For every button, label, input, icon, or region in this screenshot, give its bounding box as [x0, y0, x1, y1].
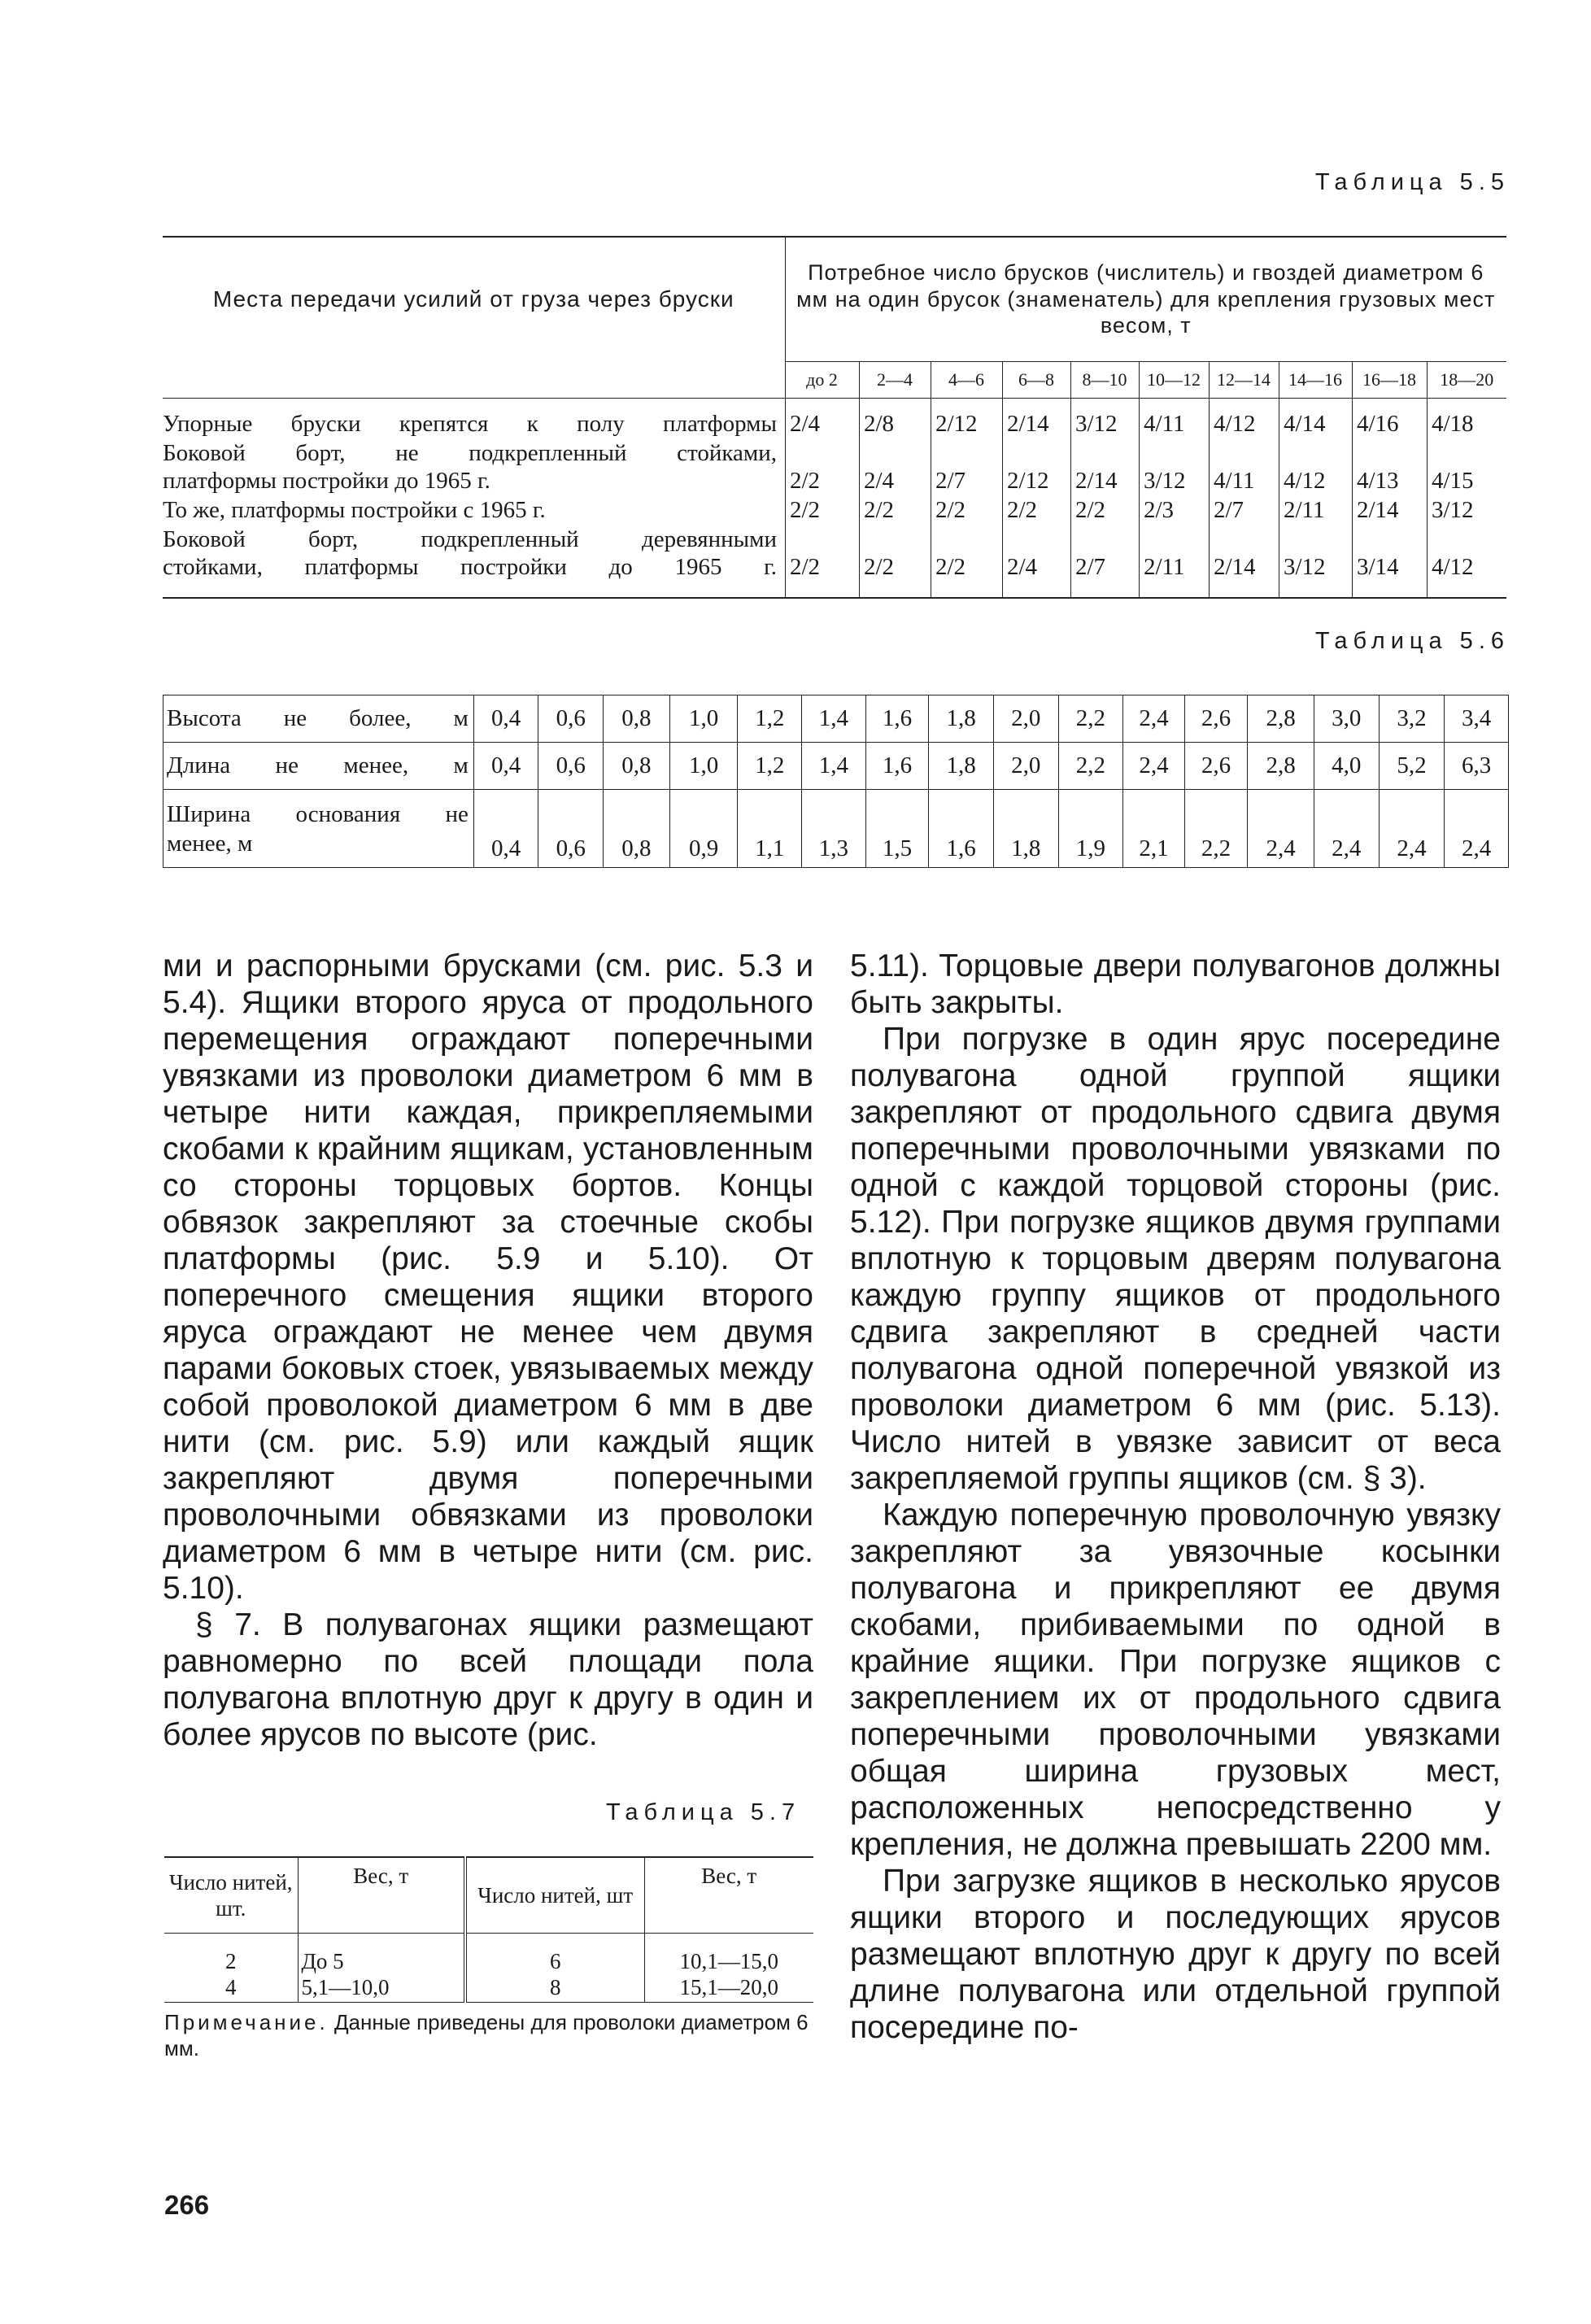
table-5-6-cell: 2,4 [1248, 790, 1314, 868]
table-5-7-col-weight-1: До 5 5,1—10,0 [298, 1934, 465, 2003]
table-5-7-note-label: Примечание. [164, 2009, 329, 2034]
table-5-5-header-right: Потребное число брусков (числитель) и гвоздей диаметром 6 мм на один брусок (знаменатель) для крепления грузовых мест весом, т [785, 238, 1506, 361]
table-5-6-cell: 0,4 [473, 790, 538, 868]
left-column [163, 948, 813, 1753]
table-5-7-header-threads-1: Число нитей, шт. [164, 1857, 298, 1934]
right-paragraph-4: При загрузке ящиков в несколько ярусов ящики второго и последующих ярусов размещают вплотную друг к другу по всей длине полувагона или отдельной группой посередине по- [850, 1864, 1501, 2045]
table-5-5-cell: 2/7 [1214, 496, 1244, 523]
table-5-5-cell: 4/11 [1144, 410, 1185, 437]
right-column [850, 948, 1501, 2046]
table-5-5-cell: 2/2 [790, 553, 821, 580]
table-5-6-cell: 1,0 [669, 743, 738, 790]
table-5-6-cell: 2,6 [1184, 695, 1248, 743]
table-5-5-divider [1427, 399, 1428, 597]
table-5-5-cell: 2/2 [864, 496, 895, 523]
table-5-5-row-label: стойками, платформы постройки до 1965 г. [163, 553, 777, 580]
table-5-5-cell: 2/2 [935, 553, 966, 580]
table-5-5-cell: 4/15 [1432, 467, 1474, 494]
table-5-6-row [163, 743, 1509, 790]
right-paragraph-1: 5.11). Торцовые двери полувагонов должны быть закрыты. [850, 948, 1501, 1020]
table-5-5-cell: 2/3 [1144, 496, 1175, 523]
table-5-6-cell: 2,2 [1058, 695, 1123, 743]
table-5-5-cell: 2/4 [864, 467, 895, 494]
table-5-5-range-header: до 2 [785, 361, 859, 398]
table-5-5-range-header: 18—20 [1427, 361, 1506, 398]
table-5-6-cell: 1,3 [802, 790, 866, 868]
table-5-6-cell: 2,4 [1445, 790, 1509, 868]
page-number: 266 [164, 2190, 210, 2220]
table-5-5-row-label: Боковой борт, не подкрепленный стойками, [163, 439, 777, 466]
table-5-5-cell: 2/8 [864, 410, 895, 437]
table-5-6-cell: 1,2 [738, 743, 802, 790]
table-5-6-cell: 0,4 [473, 743, 538, 790]
table-5-6-cell: 2,6 [1184, 743, 1248, 790]
table-5-6-cell: 3,0 [1314, 695, 1379, 743]
table-5-5-cell: 2/2 [864, 553, 895, 580]
table-5-6-cell: 0,8 [604, 695, 670, 743]
table-5-6-cell: 3,2 [1379, 695, 1445, 743]
table-5-6-cell: 2,1 [1123, 790, 1185, 868]
table-5-5-cell: 4/13 [1357, 467, 1399, 494]
table-5-7-header-threads-2: Число нитей, шт [465, 1857, 644, 1934]
table-5-6-cell: 0,6 [538, 790, 604, 868]
table-5-6-cell: 3,4 [1445, 695, 1509, 743]
table-5-5-cell: 4/18 [1432, 410, 1474, 437]
table-5-5-cell: 3/12 [1432, 496, 1474, 523]
table-5-7-note-text: Данные приведены для проволоки диаметром 6 мм. [164, 2009, 809, 2060]
table-5-6-cell: 0,9 [669, 790, 738, 868]
table-5-6-cell: 5,2 [1379, 743, 1445, 790]
table-5-5-cell: 2/14 [1007, 410, 1049, 437]
table-5-5-cell: 3/12 [1144, 467, 1186, 494]
right-paragraph-2: При погрузке в один ярус посередине полувагона одной группой ящики закрепляют от продольного сдвига двумя поперечными проволочными увязками по одной с каждой торцовой стороны (рис. 5.12). При погрузке ящиков двумя группами вплотную к торцовым дверям полувагона каждую группу ящиков от продольного сдвига закрепляют в средней части полувагона одной поперечной увязкой из проволоки диаметром 6 мм (рис. 5.13). Число нитей в увязке зависит от веса закрепляемой группы ящиков (см. § 3). [850, 1022, 1501, 1496]
table-5-7-caption: Таблица 5.7 [606, 1799, 801, 1825]
table-5-5-cell: 2/4 [790, 410, 821, 437]
table-5-5-range-header: 8—10 [1070, 361, 1139, 398]
table-5-6-cell: 1,8 [929, 743, 994, 790]
table-5-5-cell: 4/12 [1214, 410, 1256, 437]
table-5-6-cell: 2,4 [1123, 695, 1185, 743]
table-5-6-cell: 1,4 [802, 743, 866, 790]
table-5-5-cell: 2/2 [1075, 496, 1106, 523]
table-5-6-cell: 0,6 [538, 695, 604, 743]
left-paragraph-1: ми и распорными брусками (см. рис. 5.3 и 5.4). Ящики второго яруса от продольного перемещения ограждают поперечными увязками из проволоки диаметром 6 мм в четыре нити каждая, прикрепляемыми скобами к крайним ящикам, установленным со стороны торцовых бортов. Концы обвязок закрепляют за стоечные скобы платформы (рис. 5.9 и 5.10). От поперечного смещения ящики второго яруса ограждают не менее чем двумя парами боковых стоек, увязываемых между собой проволокой диаметром 6 мм в две нити (см. рис. 5.9) или каждый ящик закрепляют двумя поперечными проволочными обвязками из проволоки диаметром 6 мм в четыре нити (см. рис. 5.10). [163, 948, 813, 1606]
table-5-6-row [163, 695, 1509, 743]
table-5-5-divider [859, 399, 860, 597]
table-5-6-caption: Таблица 5.6 [1314, 628, 1510, 654]
table-5-5-divider [1139, 399, 1140, 597]
table-5-5-row-label: Упорные бруски крепятся к полу платформы [163, 410, 777, 437]
table-5-6-cell: 1,0 [669, 695, 738, 743]
table-5-6-row-label: Ширина основания не менее, м [163, 790, 474, 868]
table-5-5-divider [1209, 399, 1210, 597]
table-5-5-cell: 3/12 [1284, 553, 1326, 580]
table-5-6-cell: 4,0 [1314, 743, 1379, 790]
table-5-5-row-label: платформы постройки до 1965 г. [163, 467, 490, 494]
right-paragraph-3: Каждую поперечную проволочную увязку закрепляют за увязочные косынки полувагона и прикрепляют ее двумя скобами, прибиваемыми по одной в крайние ящики. При погрузке ящиков с закреплением их от продольного сдвига поперечными проволочными увязками общая ширина грузовых мест, расположенных непосредственно у крепления, не должна превышать 2200 мм. [850, 1498, 1501, 1862]
table-5-5-cell: 2/2 [790, 496, 821, 523]
table-5-6-cell: 1,6 [929, 790, 994, 868]
table-5-5 [163, 236, 1506, 599]
table-5-6-cell: 2,4 [1314, 790, 1379, 868]
table-5-5-cell: 4/12 [1432, 553, 1474, 580]
table-5-6-cell: 1,5 [865, 790, 929, 868]
table-5-5-cell: 2/2 [1007, 496, 1038, 523]
table-5-6-cell: 2,8 [1248, 743, 1314, 790]
table-5-5-cell: 2/14 [1075, 467, 1118, 494]
table-5-5-cell: 2/14 [1357, 496, 1399, 523]
table-5-6-cell: 1,1 [738, 790, 802, 868]
left-paragraph-2: § 7. В полувагонах ящики размещают равномерно по всей площади пола полувагона вплотную друг к другу в один и более ярусов по высоте (рис. [163, 1607, 813, 1752]
table-5-5-range-header: 14—16 [1279, 361, 1352, 398]
table-5-7-header-weight-1: Вес, т [298, 1857, 465, 1934]
table-5-6-cell: 2,2 [1184, 790, 1248, 868]
table-5-5-cell: 3/12 [1075, 410, 1118, 437]
table-5-6-cell: 1,6 [865, 695, 929, 743]
table-5-5-cell: 2/7 [935, 467, 966, 494]
table-5-6-cell: 1,2 [738, 695, 802, 743]
table-5-5-divider [785, 399, 786, 597]
table-5-6-cell: 2,0 [993, 743, 1058, 790]
table-5-5-caption: Таблица 5.5 [1314, 169, 1510, 195]
table-5-5-row-label: Боковой борт, подкрепленный деревянными [163, 525, 777, 552]
table-5-6-row [163, 790, 1509, 868]
table-5-6-cell: 0,8 [604, 790, 670, 868]
table-5-5-range-header: 12—14 [1209, 361, 1279, 398]
table-5-5-cell: 4/11 [1214, 467, 1255, 494]
table-5-5-cell: 2/11 [1144, 553, 1185, 580]
table-5-5-cell: 3/14 [1357, 553, 1399, 580]
table-5-5-divider [1002, 399, 1003, 597]
table-5-6-cell: 1,4 [802, 695, 866, 743]
table-5-5-range-header: 2—4 [859, 361, 931, 398]
table-5-5-cell: 4/12 [1284, 467, 1326, 494]
table-5-6-cell: 2,8 [1248, 695, 1314, 743]
table-5-5-range-header: 4—6 [931, 361, 1002, 398]
table-5-5-cell: 2/11 [1284, 496, 1325, 523]
table-5-6-cell: 1,8 [929, 695, 994, 743]
table-5-7-note [164, 2009, 813, 2061]
table-5-6-cell: 0,6 [538, 743, 604, 790]
table-5-6-cell: 2,4 [1123, 743, 1185, 790]
table-5-7-col-threads-2: 6 8 [465, 1934, 644, 2003]
table-5-5-cell: 2/14 [1214, 553, 1256, 580]
table-5-5-range-header: 6—8 [1002, 361, 1070, 398]
table-5-5-range-header: 10—12 [1139, 361, 1209, 398]
table-5-6-cell: 1,8 [993, 790, 1058, 868]
table-5-6-cell: 1,9 [1058, 790, 1123, 868]
table-5-5-header-left: Места передачи усилий от груза через бруски [212, 286, 734, 312]
table-5-5-divider [1070, 399, 1071, 597]
table-5-7-col-weight-2: 10,1—15,0 15,1—20,0 [644, 1934, 813, 2003]
table-5-5-row-label: То же, платформы постройки с 1965 г. [163, 496, 546, 523]
table-5-6-cell: 0,4 [473, 695, 538, 743]
table-5-6-cell: 2,0 [993, 695, 1058, 743]
table-5-5-header-empty [163, 361, 785, 398]
table-5-5-range-header: 16—18 [1352, 361, 1427, 398]
table-5-6-cell: 0,8 [604, 743, 670, 790]
table-5-6-row-label: Высота не более, м [163, 695, 474, 743]
table-5-7 [164, 1856, 813, 2061]
table-5-5-cell: 4/14 [1284, 410, 1326, 437]
table-5-5-cell: 2/12 [935, 410, 978, 437]
table-5-6-cell: 2,2 [1058, 743, 1123, 790]
table-5-5-cell: 2/4 [1007, 553, 1038, 580]
table-5-5-divider [1352, 399, 1353, 597]
table-5-5-cell: 2/7 [1075, 553, 1106, 580]
table-5-6-cell: 1,6 [865, 743, 929, 790]
table-5-5-cell: 2/2 [935, 496, 966, 523]
table-5-6 [163, 695, 1509, 868]
table-5-5-cell: 2/2 [790, 467, 821, 494]
table-5-6-cell: 6,3 [1445, 743, 1509, 790]
table-5-7-col-threads-1: 2 4 [164, 1934, 298, 2003]
table-5-6-cell: 2,4 [1379, 790, 1445, 868]
table-5-6-row-label: Длина не менее, м [163, 743, 474, 790]
table-5-5-cell: 4/16 [1357, 410, 1399, 437]
table-5-5-cell: 2/12 [1007, 467, 1049, 494]
table-5-7-header-weight-2: Вес, т [644, 1857, 813, 1934]
